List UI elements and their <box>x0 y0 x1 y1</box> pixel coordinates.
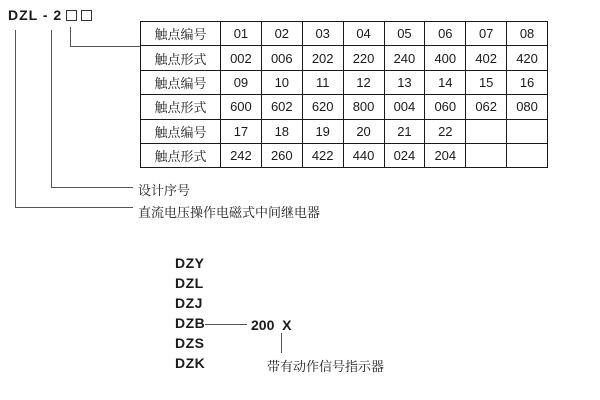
relay-type-callout-hline <box>15 207 133 208</box>
table-cell: 420 <box>507 46 548 70</box>
model-code-label <box>8 7 92 23</box>
table-cell: 14 <box>425 70 466 94</box>
design-serial-callout-hline <box>51 187 133 188</box>
table-cell: 22 <box>425 119 466 143</box>
series-item-dzl: DZL <box>175 275 204 291</box>
table-row <box>141 46 548 70</box>
table-cell: 002 <box>221 46 262 70</box>
design-serial-callout-vline <box>51 30 52 187</box>
table-cell: 17 <box>221 119 262 143</box>
table-cell: 400 <box>425 46 466 70</box>
table-cell: 04 <box>343 22 384 46</box>
series-item-dzb: DZB <box>175 315 206 331</box>
table-cell: 15 <box>466 70 507 94</box>
table-cell: 16 <box>507 70 548 94</box>
table-cell: 600 <box>221 95 262 119</box>
model-code-text: DZL - 2 <box>8 7 63 23</box>
contact-code-callout-vline <box>70 27 71 46</box>
table-cell: 05 <box>384 22 425 46</box>
table-cell: 21 <box>384 119 425 143</box>
table-cell: 080 <box>507 95 548 119</box>
table-cell: 242 <box>221 143 262 167</box>
contact-code-callout-hline <box>70 46 140 47</box>
table-row <box>141 95 548 119</box>
row-header-cell: 触点编号 <box>141 119 221 143</box>
relay-type-callout-vline <box>15 30 16 208</box>
row-header-cell: 触点形式 <box>141 46 221 70</box>
indicator-label: 带有动作信号指示器 <box>267 359 385 374</box>
indicator-callout-vline <box>281 333 282 353</box>
row-header-cell: 触点编号 <box>141 22 221 46</box>
table-cell: 10 <box>261 70 302 94</box>
table-cell: 220 <box>343 46 384 70</box>
table-cell: 006 <box>261 46 302 70</box>
table-cell <box>507 119 548 143</box>
table-cell: 06 <box>425 22 466 46</box>
table-cell: 800 <box>343 95 384 119</box>
table-cell: 402 <box>466 46 507 70</box>
table-cell: 440 <box>343 143 384 167</box>
table-cell: 11 <box>302 70 343 94</box>
design-serial-label: 设计序号 <box>138 183 191 198</box>
series-item-dzy: DZY <box>175 255 205 271</box>
table-cell: 602 <box>261 95 302 119</box>
table-cell: 060 <box>425 95 466 119</box>
table-row <box>141 143 548 167</box>
table-cell: 09 <box>221 70 262 94</box>
series-item-dzj: DZJ <box>175 295 203 311</box>
series-item-dzs: DZS <box>175 335 205 351</box>
table-cell: 620 <box>302 95 343 119</box>
table-cell: 18 <box>261 119 302 143</box>
row-header-cell: 触点形式 <box>141 143 221 167</box>
row-header-cell: 触点编号 <box>141 70 221 94</box>
table-row <box>141 70 548 94</box>
table-cell: 240 <box>384 46 425 70</box>
table-cell: 004 <box>384 95 425 119</box>
table-cell: 08 <box>507 22 548 46</box>
table-row <box>141 22 548 46</box>
table-cell: 19 <box>302 119 343 143</box>
table-cell: 024 <box>384 143 425 167</box>
contact-table <box>140 21 548 168</box>
table-cell: 202 <box>302 46 343 70</box>
table-cell: 422 <box>302 143 343 167</box>
table-cell: 07 <box>466 22 507 46</box>
row-header-cell: 触点形式 <box>141 95 221 119</box>
table-cell: 12 <box>343 70 384 94</box>
table-cell: 260 <box>261 143 302 167</box>
model-placeholder-box-2 <box>81 10 92 21</box>
model-placeholder-box-1 <box>66 10 77 21</box>
table-cell: 062 <box>466 95 507 119</box>
relay-type-label: 直流电压操作电磁式中间继电器 <box>138 205 321 220</box>
table-cell: 20 <box>343 119 384 143</box>
series-item-dzk: DZK <box>175 355 206 371</box>
table-row <box>141 119 548 143</box>
table-cell: 03 <box>302 22 343 46</box>
table-cell: 204 <box>425 143 466 167</box>
contact-table-body <box>141 22 548 168</box>
table-cell <box>507 143 548 167</box>
table-cell: 01 <box>221 22 262 46</box>
table-cell <box>466 143 507 167</box>
dzb-connector-line <box>205 324 247 325</box>
table-cell: 13 <box>384 70 425 94</box>
table-cell: 02 <box>261 22 302 46</box>
dzb-example-value: 200 X <box>251 317 292 333</box>
table-cell <box>466 119 507 143</box>
